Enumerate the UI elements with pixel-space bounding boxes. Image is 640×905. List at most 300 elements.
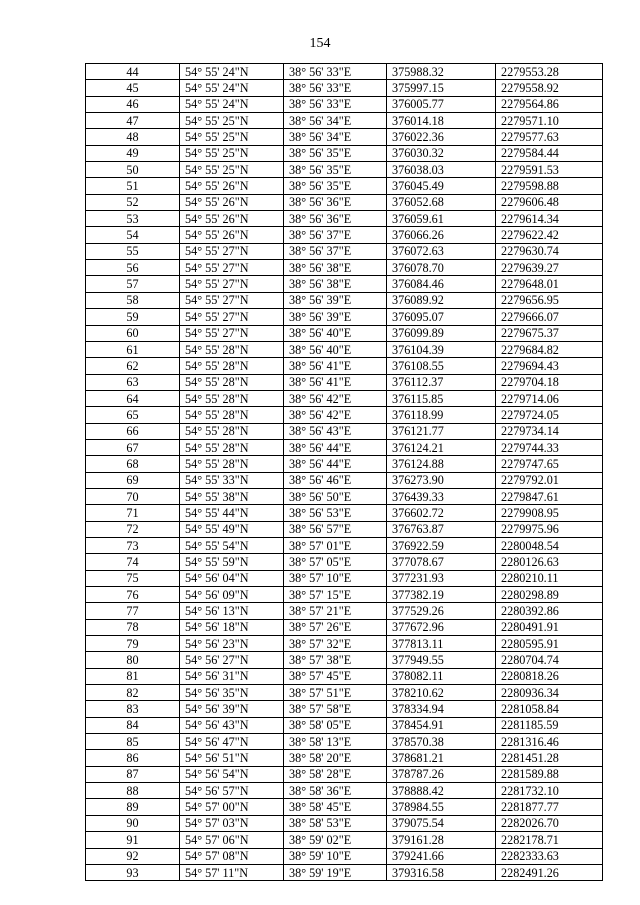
table-row <box>86 537 603 553</box>
table-row <box>86 734 603 750</box>
point-number-cell: 51 <box>86 178 180 194</box>
x-coordinate-cell: 376124.88 <box>387 456 496 472</box>
table-row <box>86 815 603 831</box>
table-row <box>86 472 603 488</box>
x-coordinate-cell: 379316.58 <box>387 864 496 880</box>
latitude-cell: 54° 55' 24"N <box>180 64 284 80</box>
y-coordinate-cell: 2279591.53 <box>496 162 603 178</box>
longitude-cell: 38° 56' 34"E <box>284 113 387 129</box>
x-coordinate-cell: 378082.11 <box>387 668 496 684</box>
longitude-cell: 38° 56' 42"E <box>284 390 387 406</box>
table-row <box>86 636 603 652</box>
point-number-cell: 81 <box>86 668 180 684</box>
longitude-cell: 38° 56' 41"E <box>284 374 387 390</box>
y-coordinate-cell: 2280595.91 <box>496 636 603 652</box>
table-row <box>86 832 603 848</box>
latitude-cell: 54° 55' 28"N <box>180 423 284 439</box>
latitude-cell: 54° 57' 03"N <box>180 815 284 831</box>
x-coordinate-cell: 377078.67 <box>387 554 496 570</box>
longitude-cell: 38° 58' 53"E <box>284 815 387 831</box>
point-number-cell: 84 <box>86 717 180 733</box>
table-row <box>86 194 603 210</box>
y-coordinate-cell: 2279606.48 <box>496 194 603 210</box>
point-number-cell: 85 <box>86 734 180 750</box>
longitude-cell: 38° 56' 46"E <box>284 472 387 488</box>
table-row <box>86 276 603 292</box>
point-number-cell: 63 <box>86 374 180 390</box>
x-coordinate-cell: 376072.63 <box>387 243 496 259</box>
x-coordinate-cell: 376084.46 <box>387 276 496 292</box>
page-number: 154 <box>309 36 331 51</box>
longitude-cell: 38° 56' 38"E <box>284 276 387 292</box>
table-row <box>86 64 603 80</box>
longitude-cell: 38° 59' 10"E <box>284 848 387 864</box>
table-row <box>86 260 603 276</box>
longitude-cell: 38° 57' 05"E <box>284 554 387 570</box>
y-coordinate-cell: 2279734.14 <box>496 423 603 439</box>
table-row <box>86 668 603 684</box>
point-number-cell: 71 <box>86 505 180 521</box>
table-row <box>86 619 603 635</box>
y-coordinate-cell: 2282333.63 <box>496 848 603 864</box>
latitude-cell: 54° 56' 18"N <box>180 619 284 635</box>
longitude-cell: 38° 56' 40"E <box>284 341 387 357</box>
latitude-cell: 54° 56' 04"N <box>180 570 284 586</box>
table-row <box>86 145 603 161</box>
point-number-cell: 64 <box>86 390 180 406</box>
table-row <box>86 162 603 178</box>
latitude-cell: 54° 55' 28"N <box>180 456 284 472</box>
point-number-cell: 88 <box>86 783 180 799</box>
x-coordinate-cell: 376095.07 <box>387 309 496 325</box>
table-row <box>86 456 603 472</box>
point-number-cell: 91 <box>86 832 180 848</box>
x-coordinate-cell: 378984.55 <box>387 799 496 815</box>
latitude-cell: 54° 55' 24"N <box>180 96 284 112</box>
table-row <box>86 390 603 406</box>
longitude-cell: 38° 59' 19"E <box>284 864 387 880</box>
x-coordinate-cell: 376059.61 <box>387 211 496 227</box>
table-row <box>86 603 603 619</box>
point-number-cell: 67 <box>86 439 180 455</box>
x-coordinate-cell: 378681.21 <box>387 750 496 766</box>
y-coordinate-cell: 2279694.43 <box>496 358 603 374</box>
y-coordinate-cell: 2280936.34 <box>496 685 603 701</box>
latitude-cell: 54° 55' 25"N <box>180 129 284 145</box>
y-coordinate-cell: 2279648.01 <box>496 276 603 292</box>
latitude-cell: 54° 56' 43"N <box>180 717 284 733</box>
point-number-cell: 61 <box>86 341 180 357</box>
y-coordinate-cell: 2279558.92 <box>496 80 603 96</box>
x-coordinate-cell: 378210.62 <box>387 685 496 701</box>
longitude-cell: 38° 56' 39"E <box>284 309 387 325</box>
latitude-cell: 54° 56' 31"N <box>180 668 284 684</box>
y-coordinate-cell: 2279675.37 <box>496 325 603 341</box>
longitude-cell: 38° 58' 05"E <box>284 717 387 733</box>
point-number-cell: 83 <box>86 701 180 717</box>
longitude-cell: 38° 56' 38"E <box>284 260 387 276</box>
table-row <box>86 554 603 570</box>
latitude-cell: 54° 57' 11"N <box>180 864 284 880</box>
table-row <box>86 358 603 374</box>
y-coordinate-cell: 2279744.33 <box>496 439 603 455</box>
longitude-cell: 38° 56' 36"E <box>284 194 387 210</box>
point-number-cell: 76 <box>86 587 180 603</box>
latitude-cell: 54° 55' 28"N <box>180 407 284 423</box>
y-coordinate-cell: 2281316.46 <box>496 734 603 750</box>
y-coordinate-cell: 2282026.70 <box>496 815 603 831</box>
point-number-cell: 68 <box>86 456 180 472</box>
longitude-cell: 38° 56' 37"E <box>284 243 387 259</box>
longitude-cell: 38° 56' 42"E <box>284 407 387 423</box>
longitude-cell: 38° 56' 33"E <box>284 96 387 112</box>
x-coordinate-cell: 378888.42 <box>387 783 496 799</box>
longitude-cell: 38° 56' 53"E <box>284 505 387 521</box>
longitude-cell: 38° 57' 01"E <box>284 537 387 553</box>
x-coordinate-cell: 376273.90 <box>387 472 496 488</box>
table-row <box>86 113 603 129</box>
latitude-cell: 54° 55' 49"N <box>180 521 284 537</box>
latitude-cell: 54° 57' 06"N <box>180 832 284 848</box>
table-row <box>86 211 603 227</box>
y-coordinate-cell: 2279704.18 <box>496 374 603 390</box>
longitude-cell: 38° 57' 10"E <box>284 570 387 586</box>
longitude-cell: 38° 56' 37"E <box>284 227 387 243</box>
point-number-cell: 62 <box>86 358 180 374</box>
longitude-cell: 38° 56' 35"E <box>284 162 387 178</box>
latitude-cell: 54° 55' 59"N <box>180 554 284 570</box>
x-coordinate-cell: 376022.36 <box>387 129 496 145</box>
point-number-cell: 45 <box>86 80 180 96</box>
latitude-cell: 54° 55' 27"N <box>180 309 284 325</box>
latitude-cell: 54° 56' 47"N <box>180 734 284 750</box>
table-row <box>86 521 603 537</box>
latitude-cell: 54° 55' 28"N <box>180 341 284 357</box>
x-coordinate-cell: 376115.85 <box>387 390 496 406</box>
x-coordinate-cell: 376005.77 <box>387 96 496 112</box>
point-number-cell: 90 <box>86 815 180 831</box>
table-row <box>86 750 603 766</box>
x-coordinate-cell: 376124.21 <box>387 439 496 455</box>
point-number-cell: 80 <box>86 652 180 668</box>
y-coordinate-cell: 2279553.28 <box>496 64 603 80</box>
latitude-cell: 54° 55' 44"N <box>180 505 284 521</box>
table-row <box>86 488 603 504</box>
point-number-cell: 78 <box>86 619 180 635</box>
x-coordinate-cell: 379075.54 <box>387 815 496 831</box>
y-coordinate-cell: 2280392.86 <box>496 603 603 619</box>
x-coordinate-cell: 376066.26 <box>387 227 496 243</box>
x-coordinate-cell: 376118.99 <box>387 407 496 423</box>
latitude-cell: 54° 55' 26"N <box>180 211 284 227</box>
point-number-cell: 70 <box>86 488 180 504</box>
x-coordinate-cell: 379241.66 <box>387 848 496 864</box>
latitude-cell: 54° 55' 25"N <box>180 113 284 129</box>
longitude-cell: 38° 56' 57"E <box>284 521 387 537</box>
longitude-cell: 38° 58' 13"E <box>284 734 387 750</box>
longitude-cell: 38° 57' 51"E <box>284 685 387 701</box>
longitude-cell: 38° 56' 35"E <box>284 178 387 194</box>
point-number-cell: 46 <box>86 96 180 112</box>
point-number-cell: 87 <box>86 766 180 782</box>
y-coordinate-cell: 2279584.44 <box>496 145 603 161</box>
y-coordinate-cell: 2280298.89 <box>496 587 603 603</box>
longitude-cell: 38° 56' 44"E <box>284 456 387 472</box>
y-coordinate-cell: 2280048.54 <box>496 537 603 553</box>
table-row <box>86 243 603 259</box>
latitude-cell: 54° 55' 26"N <box>180 178 284 194</box>
y-coordinate-cell: 2281589.88 <box>496 766 603 782</box>
latitude-cell: 54° 55' 28"N <box>180 374 284 390</box>
latitude-cell: 54° 55' 27"N <box>180 292 284 308</box>
latitude-cell: 54° 55' 54"N <box>180 537 284 553</box>
point-number-cell: 79 <box>86 636 180 652</box>
y-coordinate-cell: 2280491.91 <box>496 619 603 635</box>
table-row <box>86 309 603 325</box>
longitude-cell: 38° 57' 45"E <box>284 668 387 684</box>
y-coordinate-cell: 2281451.28 <box>496 750 603 766</box>
y-coordinate-cell: 2279614.34 <box>496 211 603 227</box>
point-number-cell: 89 <box>86 799 180 815</box>
table-row <box>86 685 603 701</box>
y-coordinate-cell: 2279571.10 <box>496 113 603 129</box>
longitude-cell: 38° 56' 35"E <box>284 145 387 161</box>
x-coordinate-cell: 376089.92 <box>387 292 496 308</box>
x-coordinate-cell: 378787.26 <box>387 766 496 782</box>
point-number-cell: 47 <box>86 113 180 129</box>
latitude-cell: 54° 55' 26"N <box>180 227 284 243</box>
x-coordinate-cell: 378334.94 <box>387 701 496 717</box>
table-row <box>86 439 603 455</box>
point-number-cell: 56 <box>86 260 180 276</box>
x-coordinate-cell: 379161.28 <box>387 832 496 848</box>
longitude-cell: 38° 57' 38"E <box>284 652 387 668</box>
latitude-cell: 54° 56' 13"N <box>180 603 284 619</box>
y-coordinate-cell: 2281058.84 <box>496 701 603 717</box>
y-coordinate-cell: 2279724.05 <box>496 407 603 423</box>
y-coordinate-cell: 2279630.74 <box>496 243 603 259</box>
table-row <box>86 178 603 194</box>
longitude-cell: 38° 56' 39"E <box>284 292 387 308</box>
y-coordinate-cell: 2280210.11 <box>496 570 603 586</box>
y-coordinate-cell: 2279639.27 <box>496 260 603 276</box>
latitude-cell: 54° 56' 27"N <box>180 652 284 668</box>
x-coordinate-cell: 377529.26 <box>387 603 496 619</box>
point-number-cell: 49 <box>86 145 180 161</box>
x-coordinate-cell: 376014.18 <box>387 113 496 129</box>
x-coordinate-cell: 377672.96 <box>387 619 496 635</box>
point-number-cell: 69 <box>86 472 180 488</box>
point-number-cell: 50 <box>86 162 180 178</box>
y-coordinate-cell: 2280704.74 <box>496 652 603 668</box>
longitude-cell: 38° 57' 15"E <box>284 587 387 603</box>
table-row <box>86 423 603 439</box>
longitude-cell: 38° 56' 36"E <box>284 211 387 227</box>
longitude-cell: 38° 56' 40"E <box>284 325 387 341</box>
longitude-cell: 38° 58' 45"E <box>284 799 387 815</box>
point-number-cell: 73 <box>86 537 180 553</box>
y-coordinate-cell: 2279792.01 <box>496 472 603 488</box>
latitude-cell: 54° 55' 28"N <box>180 390 284 406</box>
y-coordinate-cell: 2279656.95 <box>496 292 603 308</box>
y-coordinate-cell: 2279747.65 <box>496 456 603 472</box>
longitude-cell: 38° 56' 33"E <box>284 64 387 80</box>
latitude-cell: 54° 55' 27"N <box>180 243 284 259</box>
y-coordinate-cell: 2282178.71 <box>496 832 603 848</box>
x-coordinate-cell: 375997.15 <box>387 80 496 96</box>
latitude-cell: 54° 55' 26"N <box>180 194 284 210</box>
table-row <box>86 80 603 96</box>
point-number-cell: 82 <box>86 685 180 701</box>
x-coordinate-cell: 378454.91 <box>387 717 496 733</box>
table-row <box>86 570 603 586</box>
point-number-cell: 74 <box>86 554 180 570</box>
point-number-cell: 65 <box>86 407 180 423</box>
y-coordinate-cell: 2279975.96 <box>496 521 603 537</box>
longitude-cell: 38° 56' 44"E <box>284 439 387 455</box>
y-coordinate-cell: 2279847.61 <box>496 488 603 504</box>
x-coordinate-cell: 376121.77 <box>387 423 496 439</box>
point-number-cell: 93 <box>86 864 180 880</box>
point-number-cell: 72 <box>86 521 180 537</box>
latitude-cell: 54° 55' 27"N <box>180 276 284 292</box>
table-row <box>86 129 603 145</box>
table-row <box>86 292 603 308</box>
point-number-cell: 48 <box>86 129 180 145</box>
point-number-cell: 86 <box>86 750 180 766</box>
x-coordinate-cell: 376439.33 <box>387 488 496 504</box>
latitude-cell: 54° 56' 23"N <box>180 636 284 652</box>
point-number-cell: 57 <box>86 276 180 292</box>
latitude-cell: 54° 55' 27"N <box>180 325 284 341</box>
y-coordinate-cell: 2279666.07 <box>496 309 603 325</box>
y-coordinate-cell: 2279714.06 <box>496 390 603 406</box>
point-number-cell: 77 <box>86 603 180 619</box>
latitude-cell: 54° 55' 28"N <box>180 439 284 455</box>
latitude-cell: 54° 57' 08"N <box>180 848 284 864</box>
x-coordinate-cell: 376052.68 <box>387 194 496 210</box>
x-coordinate-cell: 376763.87 <box>387 521 496 537</box>
latitude-cell: 54° 55' 25"N <box>180 145 284 161</box>
point-number-cell: 44 <box>86 64 180 80</box>
latitude-cell: 54° 56' 57"N <box>180 783 284 799</box>
latitude-cell: 54° 57' 00"N <box>180 799 284 815</box>
y-coordinate-cell: 2280126.63 <box>496 554 603 570</box>
x-coordinate-cell: 377813.11 <box>387 636 496 652</box>
latitude-cell: 54° 56' 39"N <box>180 701 284 717</box>
longitude-cell: 38° 57' 58"E <box>284 701 387 717</box>
table-row <box>86 717 603 733</box>
y-coordinate-cell: 2281877.77 <box>496 799 603 815</box>
latitude-cell: 54° 56' 51"N <box>180 750 284 766</box>
longitude-cell: 38° 56' 50"E <box>284 488 387 504</box>
y-coordinate-cell: 2279908.95 <box>496 505 603 521</box>
x-coordinate-cell: 376922.59 <box>387 537 496 553</box>
longitude-cell: 38° 56' 34"E <box>284 129 387 145</box>
x-coordinate-cell: 376038.03 <box>387 162 496 178</box>
longitude-cell: 38° 57' 32"E <box>284 636 387 652</box>
latitude-cell: 54° 55' 33"N <box>180 472 284 488</box>
longitude-cell: 38° 57' 21"E <box>284 603 387 619</box>
latitude-cell: 54° 55' 28"N <box>180 358 284 374</box>
table-row <box>86 652 603 668</box>
point-number-cell: 92 <box>86 848 180 864</box>
table-row <box>86 766 603 782</box>
table-row <box>86 407 603 423</box>
y-coordinate-cell: 2279564.86 <box>496 96 603 112</box>
latitude-cell: 54° 55' 25"N <box>180 162 284 178</box>
y-coordinate-cell: 2279598.88 <box>496 178 603 194</box>
y-coordinate-cell: 2279622.42 <box>496 227 603 243</box>
x-coordinate-cell: 376602.72 <box>387 505 496 521</box>
x-coordinate-cell: 378570.38 <box>387 734 496 750</box>
x-coordinate-cell: 375988.32 <box>387 64 496 80</box>
y-coordinate-cell: 2280818.26 <box>496 668 603 684</box>
latitude-cell: 54° 55' 24"N <box>180 80 284 96</box>
table-row <box>86 848 603 864</box>
y-coordinate-cell: 2281185.59 <box>496 717 603 733</box>
longitude-cell: 38° 58' 36"E <box>284 783 387 799</box>
latitude-cell: 54° 56' 35"N <box>180 685 284 701</box>
x-coordinate-cell: 377231.93 <box>387 570 496 586</box>
table-row <box>86 783 603 799</box>
x-coordinate-cell: 376112.37 <box>387 374 496 390</box>
latitude-cell: 54° 55' 38"N <box>180 488 284 504</box>
y-coordinate-cell: 2279684.82 <box>496 341 603 357</box>
point-number-cell: 58 <box>86 292 180 308</box>
latitude-cell: 54° 56' 09"N <box>180 587 284 603</box>
point-number-cell: 52 <box>86 194 180 210</box>
longitude-cell: 38° 56' 43"E <box>284 423 387 439</box>
y-coordinate-cell: 2282491.26 <box>496 864 603 880</box>
longitude-cell: 38° 57' 26"E <box>284 619 387 635</box>
table-row <box>86 505 603 521</box>
longitude-cell: 38° 56' 41"E <box>284 358 387 374</box>
x-coordinate-cell: 376104.39 <box>387 341 496 357</box>
point-number-cell: 53 <box>86 211 180 227</box>
x-coordinate-cell: 377949.55 <box>387 652 496 668</box>
longitude-cell: 38° 59' 02"E <box>284 832 387 848</box>
x-coordinate-cell: 376078.70 <box>387 260 496 276</box>
latitude-cell: 54° 55' 27"N <box>180 260 284 276</box>
y-coordinate-cell: 2279577.63 <box>496 129 603 145</box>
point-number-cell: 75 <box>86 570 180 586</box>
coordinates-table <box>85 63 603 881</box>
x-coordinate-cell: 377382.19 <box>387 587 496 603</box>
point-number-cell: 66 <box>86 423 180 439</box>
x-coordinate-cell: 376099.89 <box>387 325 496 341</box>
point-number-cell: 59 <box>86 309 180 325</box>
table-row <box>86 701 603 717</box>
coordinates-table-body <box>86 64 603 881</box>
table-row <box>86 227 603 243</box>
table-row <box>86 587 603 603</box>
point-number-cell: 60 <box>86 325 180 341</box>
table-row <box>86 374 603 390</box>
table-row <box>86 96 603 112</box>
point-number-cell: 55 <box>86 243 180 259</box>
x-coordinate-cell: 376045.49 <box>387 178 496 194</box>
table-row <box>86 325 603 341</box>
x-coordinate-cell: 376108.55 <box>387 358 496 374</box>
latitude-cell: 54° 56' 54"N <box>180 766 284 782</box>
table-row <box>86 864 603 880</box>
table-row <box>86 799 603 815</box>
y-coordinate-cell: 2281732.10 <box>496 783 603 799</box>
table-row <box>86 341 603 357</box>
point-number-cell: 54 <box>86 227 180 243</box>
longitude-cell: 38° 56' 33"E <box>284 80 387 96</box>
